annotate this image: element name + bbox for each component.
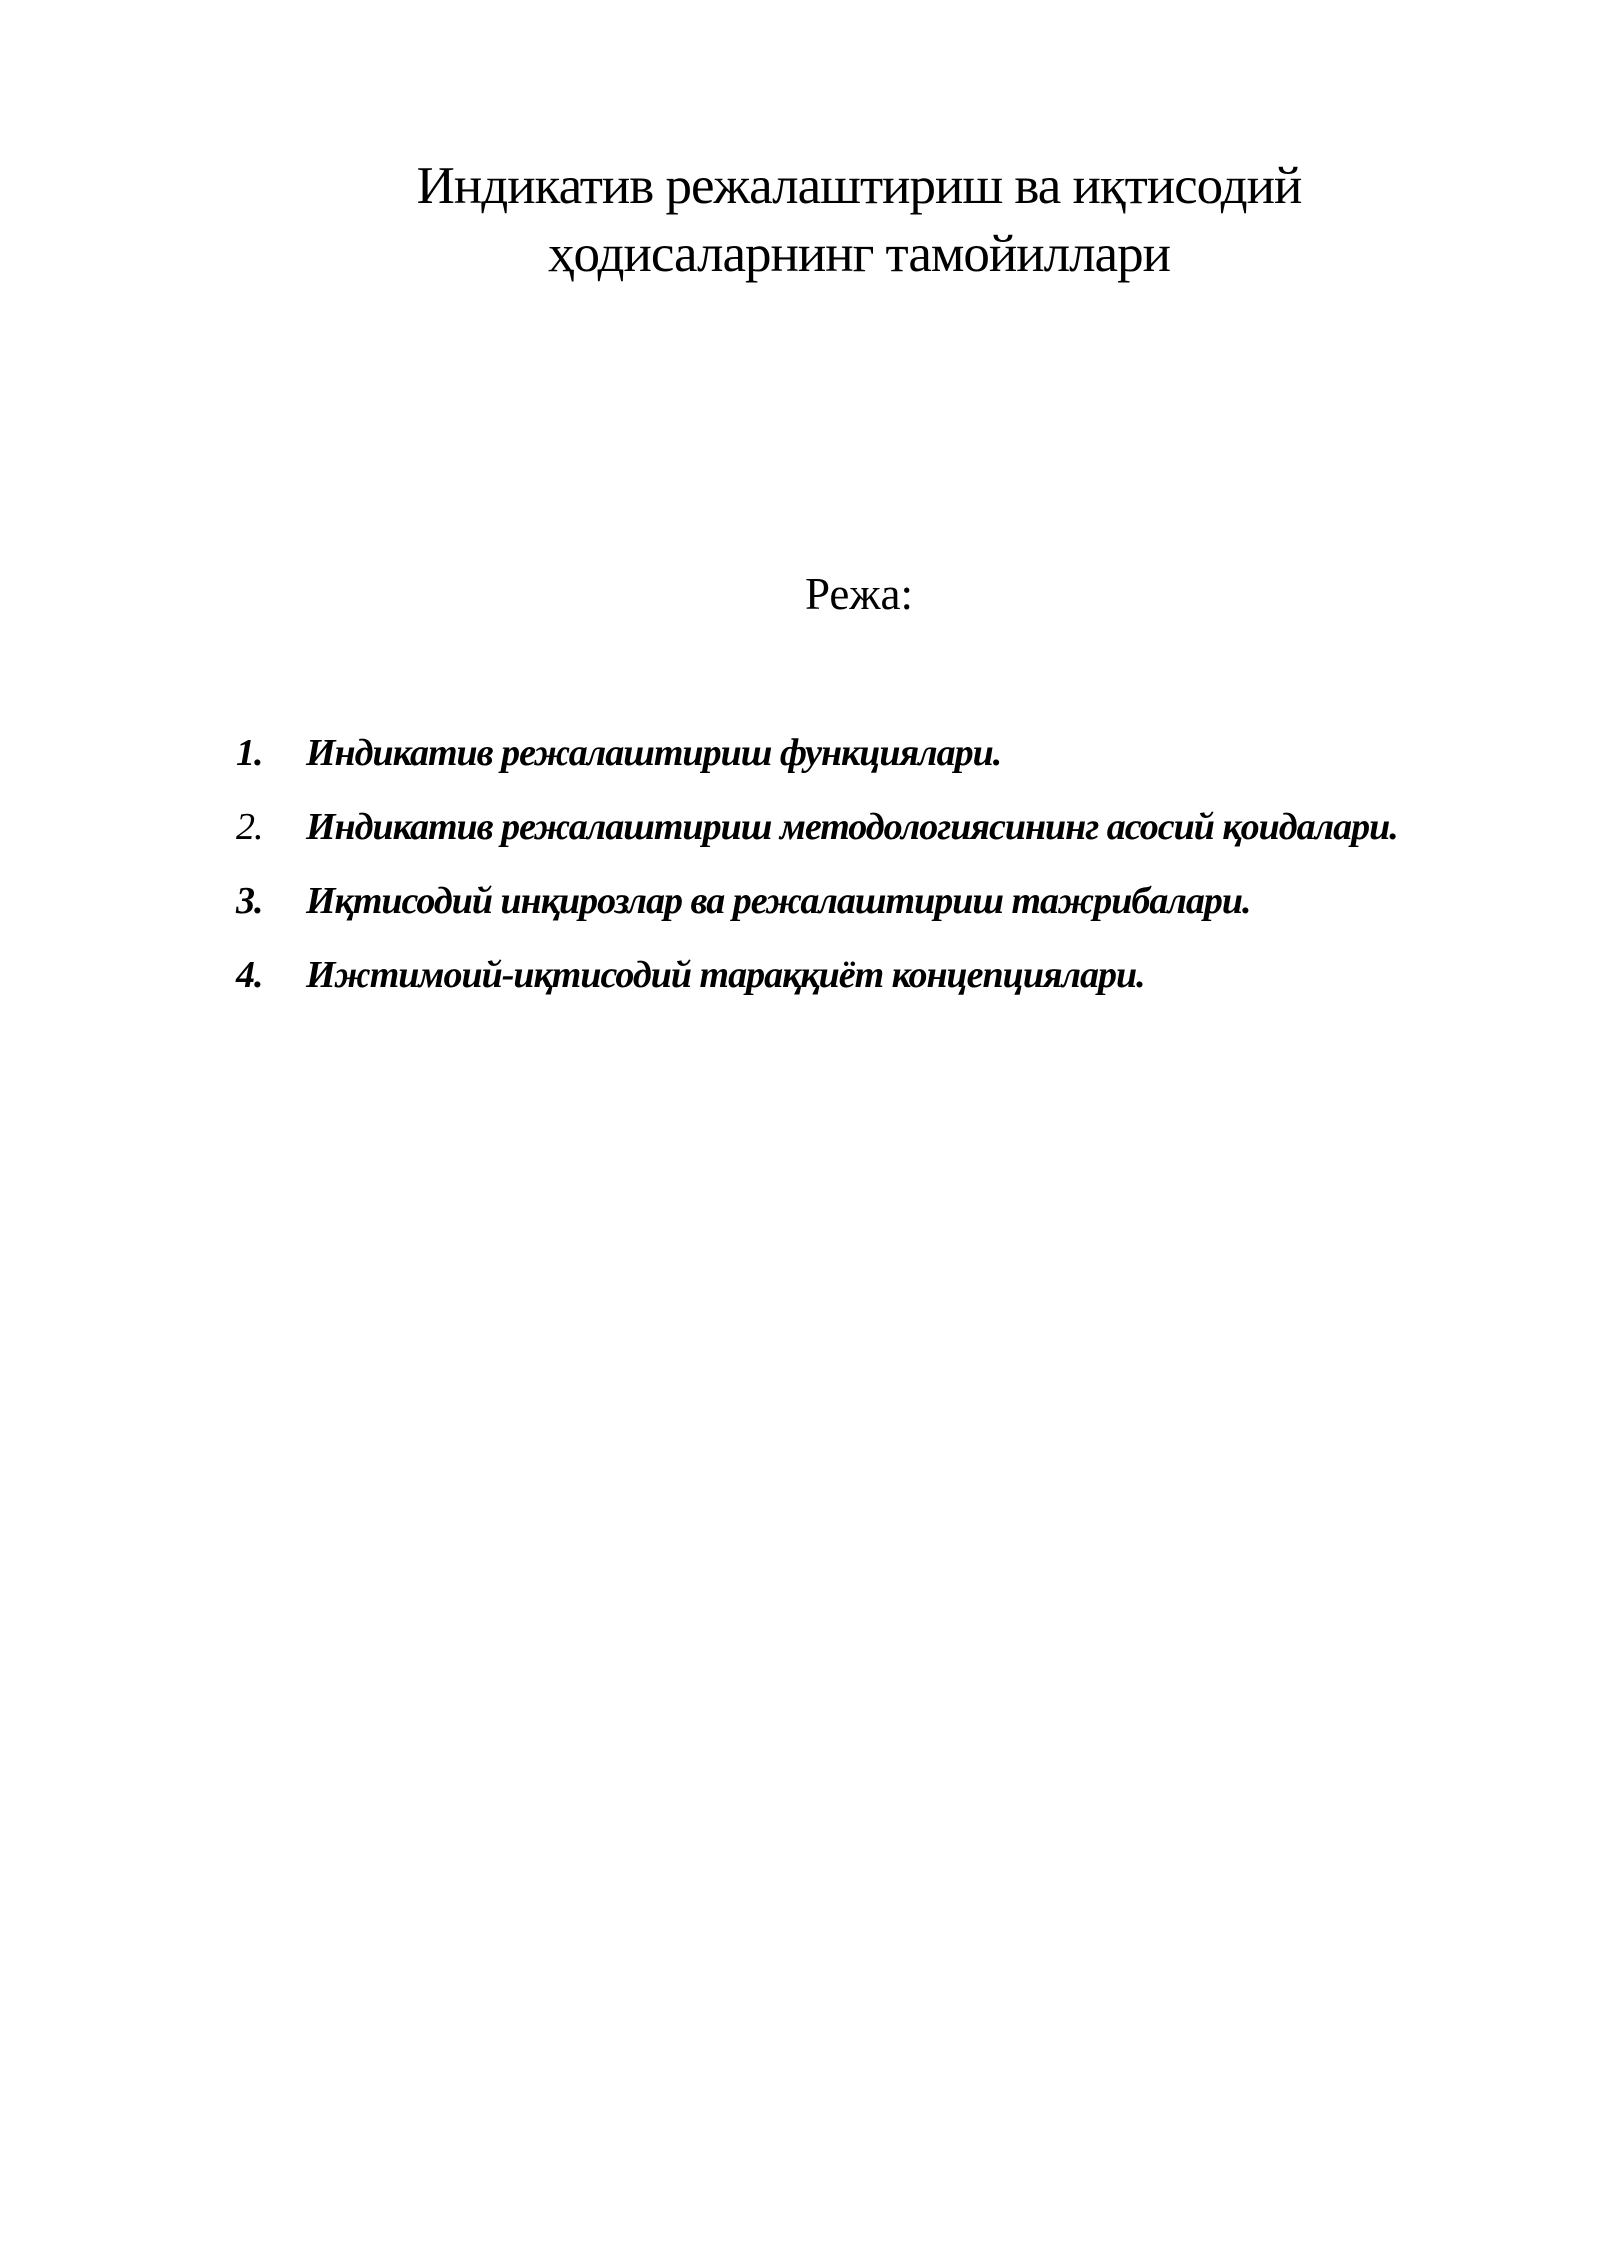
- plan-item-4: [236, 938, 1416, 1012]
- title-line-2: ҳодисаларнинг тамойиллари: [548, 225, 1170, 283]
- plan-item-number: 3.: [236, 880, 263, 922]
- plan-item-1: [236, 716, 1416, 790]
- plan-item-text: Ижтимоий-иқтисодий тараққиёт концепциялари.: [306, 954, 1145, 996]
- plan-item-number: 4.: [236, 954, 263, 996]
- plan-heading: Режа:: [805, 569, 913, 619]
- plan-list: [236, 716, 1416, 1012]
- title-line-1: Индикатив режалаштириш ва иқтисодий: [416, 157, 1302, 215]
- plan-item-text: Иқтисодий инқирозлар ва режалаштириш тажрибалари.: [306, 880, 1251, 922]
- plan-item-2: [236, 790, 1416, 864]
- document-title: [300, 152, 1418, 288]
- plan-item-3: [236, 864, 1416, 938]
- plan-item-text: Индикатив режалаштириш методологиясининг асосий қоидалари.: [306, 806, 1398, 848]
- plan-item-number: 1.: [236, 732, 263, 774]
- plan-item-text: Индикатив режалаштириш функциялари.: [306, 732, 1002, 774]
- plan-item-number: 2.: [236, 806, 263, 848]
